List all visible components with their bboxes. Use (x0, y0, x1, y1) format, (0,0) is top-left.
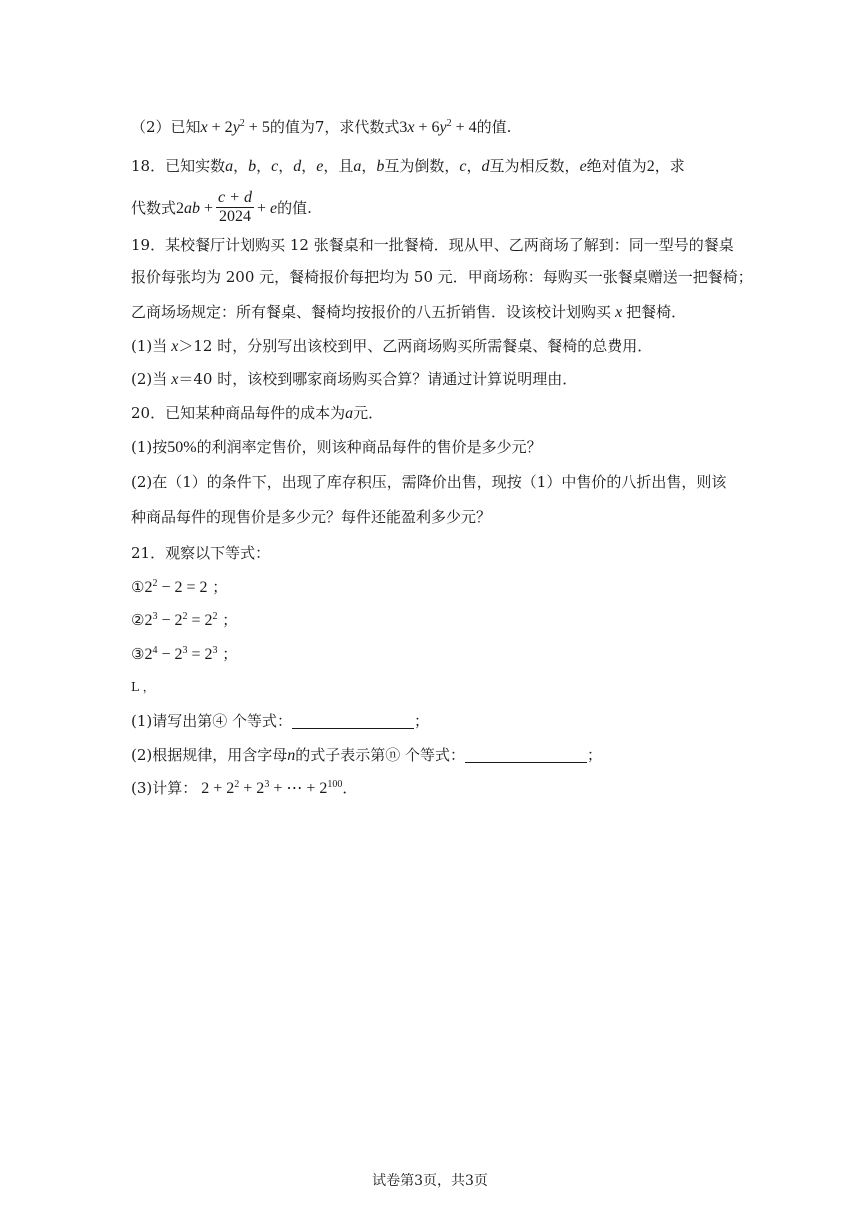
q19-part1: (1)当 x＞12 时，分别写出该校到甲、乙两商场购买所需餐桌、餐椅的总费用． (131, 337, 653, 355)
q20-part1: (1)按50%的利润率定售价，则该种商品每件的售价是多少元？ (131, 438, 542, 456)
q19-line3: 乙商场场规定：所有餐桌、餐椅均按报价的八五折销售．设该校计划购买 x 把餐椅． (131, 303, 687, 321)
q21-intro: 21．观察以下等式： (131, 544, 271, 562)
q21-eq1: $①2^2 - 2 = 2$ ； (131, 578, 228, 596)
answer-blank-2[interactable] (465, 746, 587, 763)
q19-line2: 报价每张均为 200 元，餐椅报价每把均为 50 元．甲商场称：每购买一张餐桌赠送一把餐椅； (131, 268, 753, 286)
q21-part1: (1)请写出第④ 个等式： ； (131, 712, 430, 730)
q17-part2: （2）已知$x + 2y^2 + 5$的值为7，求代数式$3x + 6y^2 + 4$的值. (131, 118, 512, 136)
q19-line1: 19．某校餐厅计划购买 12 张餐桌和一批餐椅．现从甲、乙两商场了解到：同一型号的餐桌 (131, 236, 734, 254)
q21-eq3: $③2^4 - 2^3 = 2^3$ ； (131, 645, 238, 663)
q21-ellipsis: L ， (131, 680, 155, 694)
q21-part2: (2)根据规律，用含字母n的式子表示第ⓝ 个等式： ； (131, 746, 603, 764)
page-footer: 试卷第3页，共3页 (372, 1173, 488, 1189)
answer-blank-1[interactable] (292, 712, 414, 729)
q21-part3: (3)计算： $2 + 2^2 + 2^3$ + ⋯ + $2^{100}$． (131, 779, 358, 797)
q20-part2-line1: (2)在（1）的条件下，出现了库存积压，需降价出售，现按（1）中售价的八折出售，则该 (131, 473, 727, 491)
q18-line2: 代数式2ab + $\frac{c + d}{2024}$ + e的值. (131, 188, 312, 225)
q20-part2-line2: 种商品每件的现售价是多少元？每件还能盈利多少元？ (131, 508, 492, 526)
q19-part2: (2)当 x＝40 时，该校到哪家商场购买合算？请通过计算说明理由． (131, 370, 578, 388)
q21-eq2: $②2^3 - 2^2 = 2^2$ ； (131, 611, 238, 629)
fraction: $\frac{c + d}{2024}$ (218, 188, 252, 225)
q18-line1: 18．已知实数a，b，c，d，e，且a，b互为倒数，c，d互为相反数，e绝对值为2，求 (131, 157, 685, 175)
q20-line1: 20．已知某种商品每件的成本为a元． (131, 404, 384, 422)
